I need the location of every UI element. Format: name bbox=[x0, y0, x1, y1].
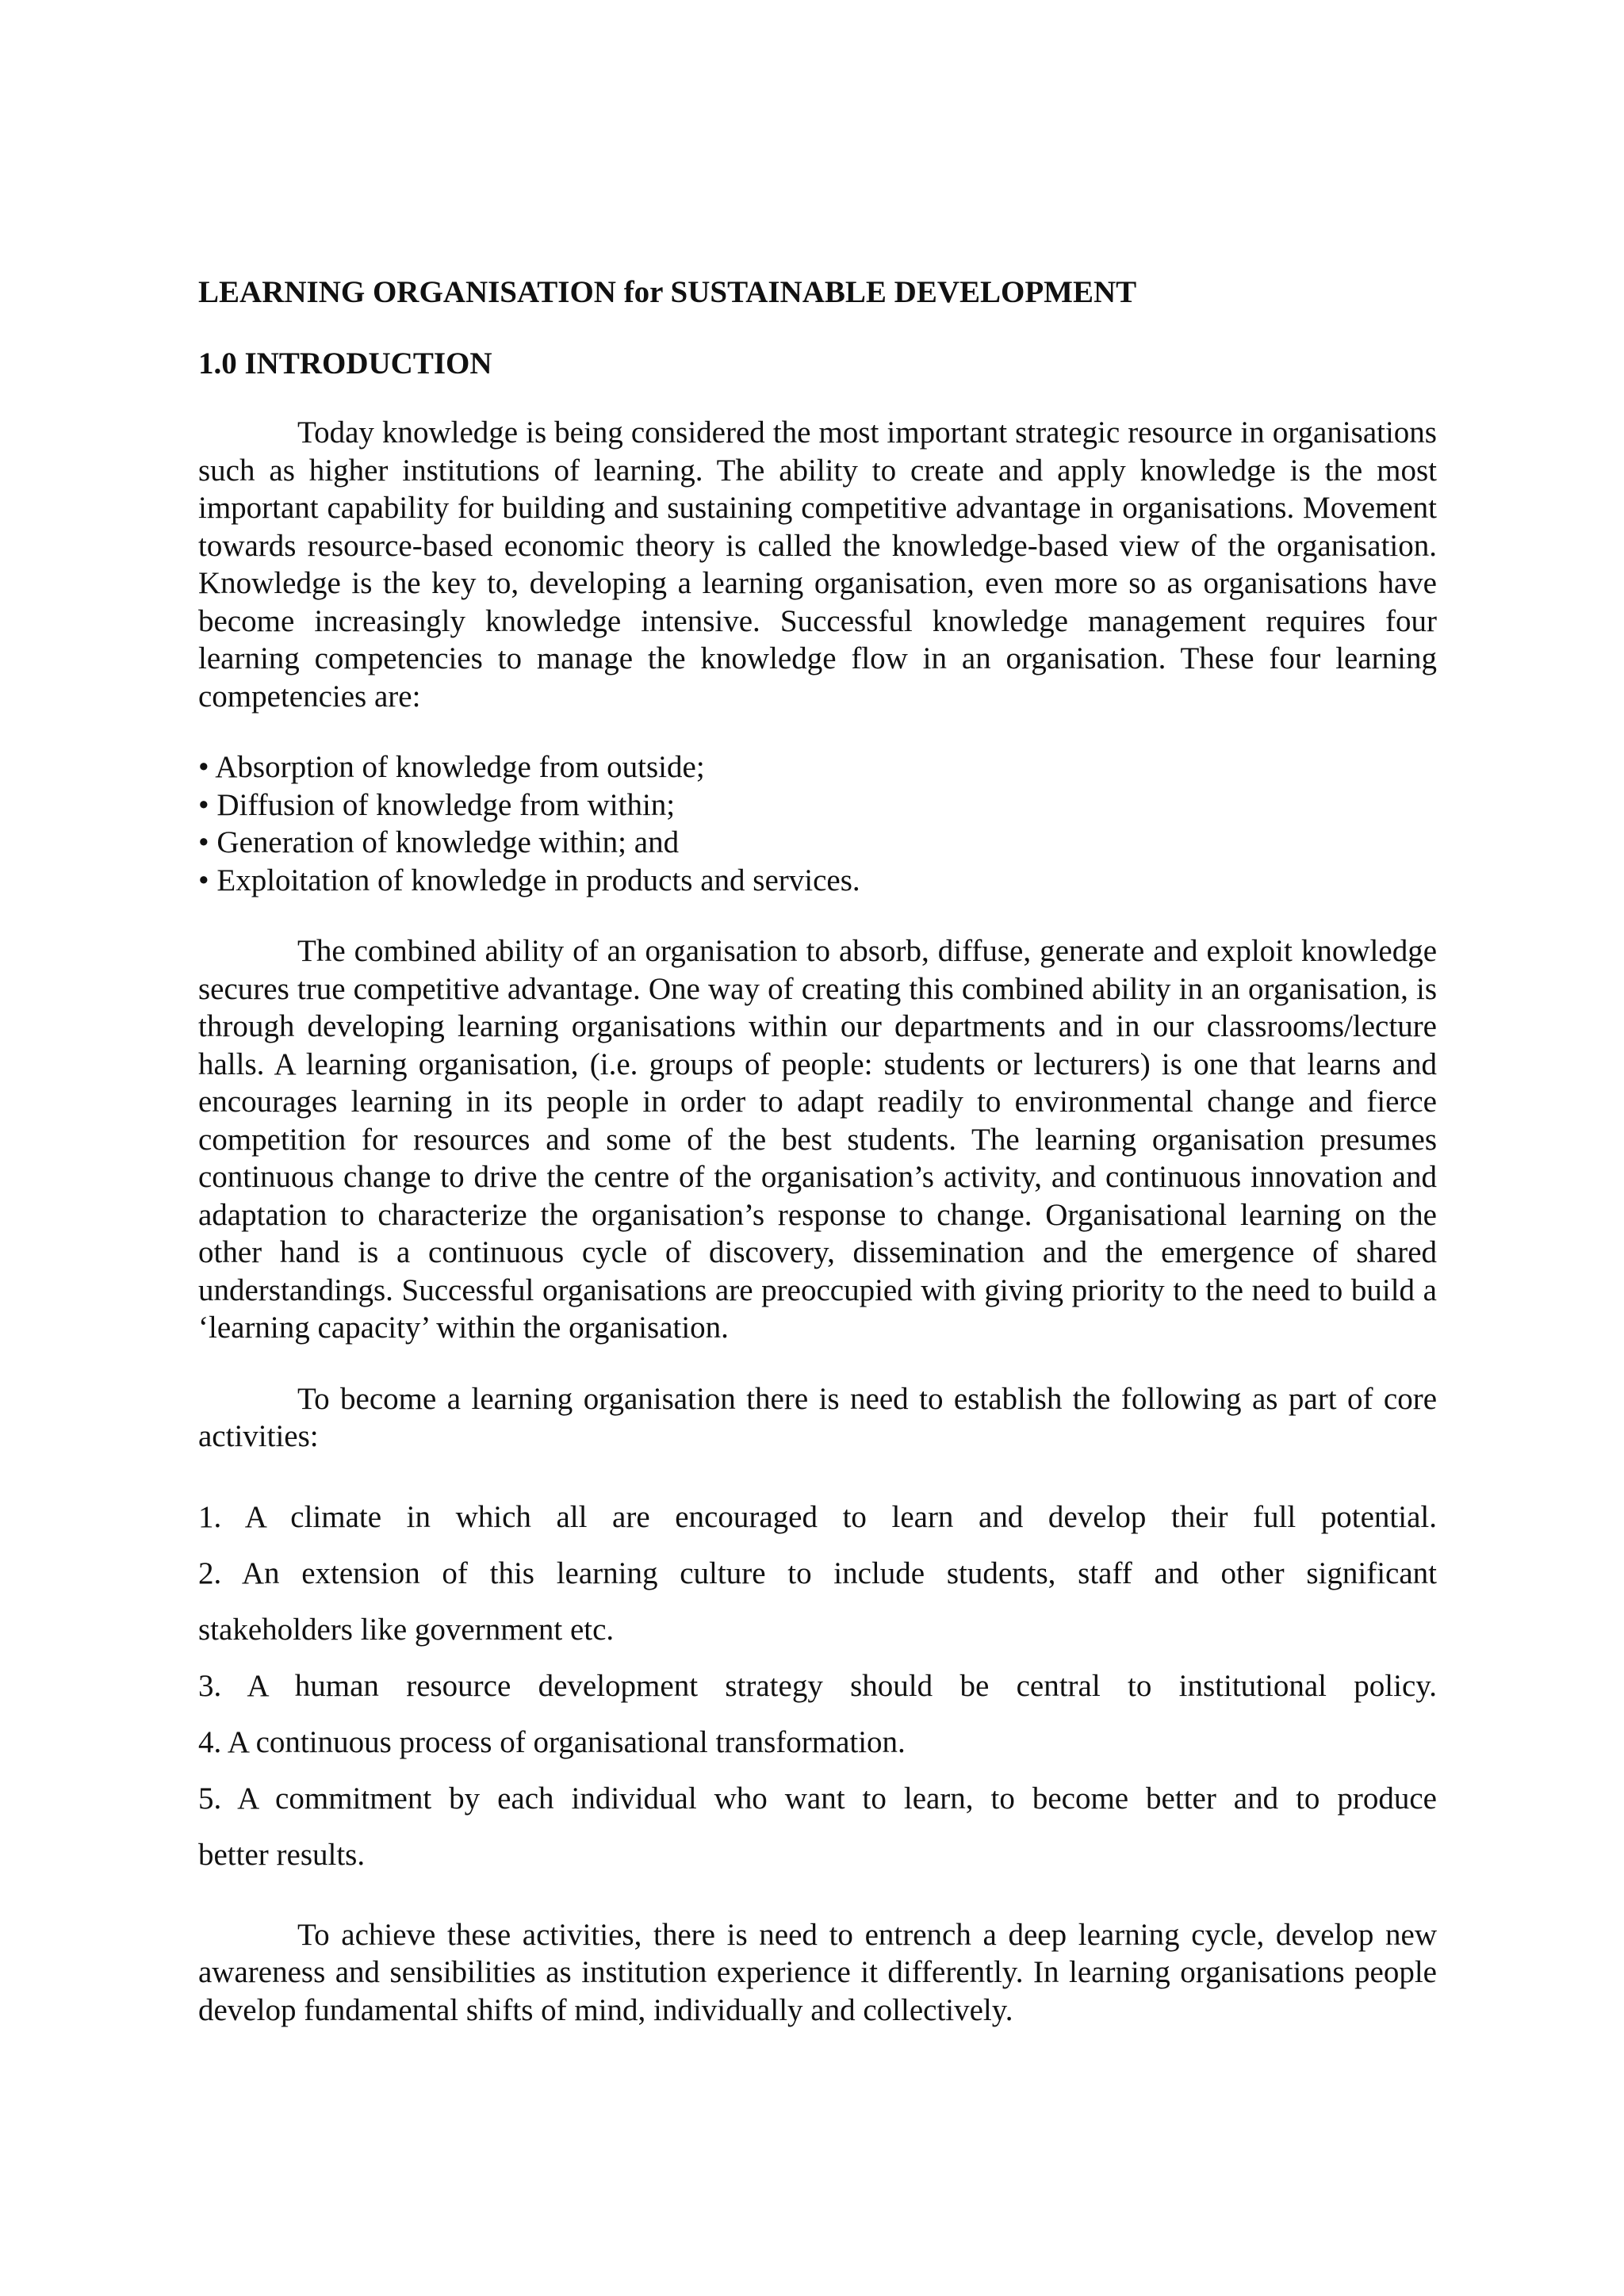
paragraph-gap bbox=[198, 1347, 1437, 1380]
list-item: better results. bbox=[198, 1837, 366, 1872]
body-paragraph: To become a learning organisation there is need to establish the following as part of core activities: bbox=[198, 1381, 1437, 1453]
list-item: • Exploitation of knowledge in products and services. bbox=[198, 863, 860, 897]
list-item: 1. A climate in which all are encouraged to learn and develop their full potential. bbox=[198, 1499, 1437, 1534]
core-activities-list bbox=[198, 1489, 1437, 1883]
section-heading: 1.0 INTRODUCTION bbox=[198, 346, 492, 381]
list-item: stakeholders like government etc. bbox=[198, 1612, 615, 1647]
list-item: • Absorption of knowledge from outside; bbox=[198, 750, 705, 784]
list-item: • Diffusion of knowledge from within; bbox=[198, 787, 676, 822]
list-item: 2. An extension of this learning culture to include students, staff and other significant bbox=[198, 1556, 1437, 1590]
list-item: 5. A commitment by each individual who want to learn, to become better and to produce bbox=[198, 1781, 1437, 1816]
list-item: 3. A human resource development strategy should be central to institutional policy. bbox=[198, 1668, 1437, 1703]
list-item: 4. A continuous process of organisational transformation. bbox=[198, 1724, 906, 1759]
document-page bbox=[198, 274, 1437, 2029]
intro-paragraph: Today knowledge is being considered the most important strategic resource in organisations such as higher institutions of learning. The ability to create and apply knowledge is the most important capability for building and sustaining competitive advantage in organisations. Movement towards resource-based economic theory is called the knowledge-based view of the organisation. Knowledge is the key to, developing a learning organisation, even more so as organisations have become increasingly knowledge intensive. Successful knowledge management requires four learning competencies to manage the knowledge flow in an organisation. These four learning competencies are: bbox=[198, 415, 1437, 714]
list-item: • Generation of knowledge within; and bbox=[198, 825, 680, 859]
competencies-list bbox=[198, 748, 1437, 899]
body-paragraph: The combined ability of an organisation to absorb, diffuse, generate and exploit knowledge secures true competitive advantage. One way of creating this combined ability in an organisation, is through developing learning organisations within our departments and in our classrooms/lecture halls. A learning organisation, (i.e. groups of people: students or lecturers) is one that learns and encourages learning in its people in order to adapt readily to environmental change and fierce competition for resources and some of the best students. The learning organisation presumes continuous change to drive the centre of the organisation’s activity, and continuous innovation and adaptation to characterize the organisation’s response to change. Organisational learning on the other hand is a continuous cycle of discovery, dissemination and the emergence of shared understandings. Successful organisations are preoccupied with giving priority to the need to build a ‘learning capacity’ within the organisation. bbox=[198, 934, 1437, 1345]
body-paragraph: To achieve these activities, there is need to entrench a deep learning cycle, develop new awareness and sensibilities as institution experience it differently. In learning organisations people develop fundamental shifts of mind, individually and collectively. bbox=[198, 1917, 1437, 2027]
document-title: LEARNING ORGANISATION for SUSTAINABLE DEVELOPMENT bbox=[198, 275, 1137, 309]
